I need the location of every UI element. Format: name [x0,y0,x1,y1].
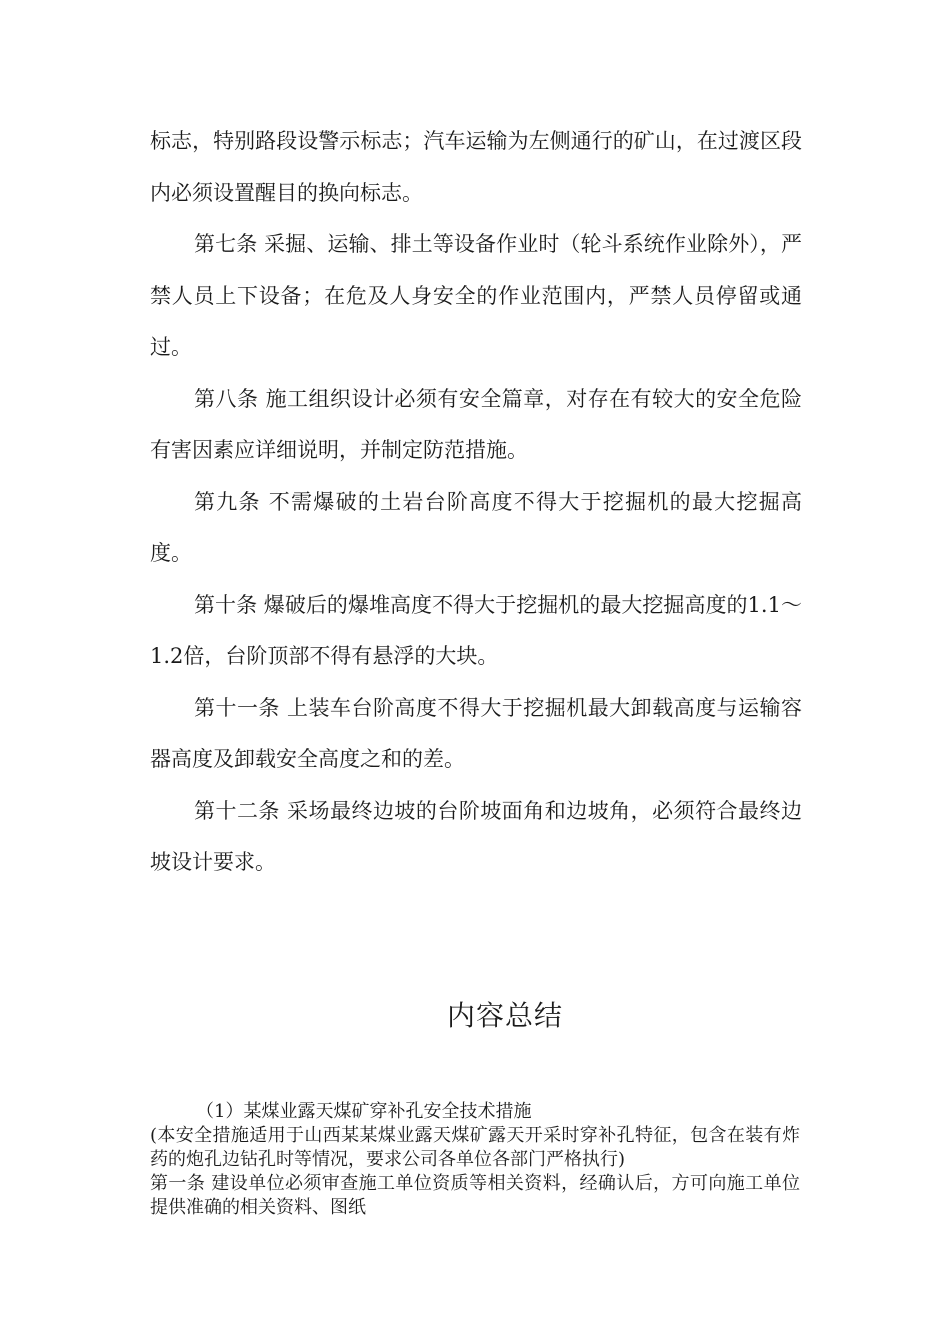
summary-item-title: （1）某煤业露天煤矿穿补孔安全技术措施 [196,1101,532,1122]
summary-heading: 内容总结 [446,999,563,1032]
paragraph-article-10: 第十条 爆破后的爆堆高度不得大于挖掘机的最大挖掘高度的1.1～1.2倍，台阶顶部不得有悬浮的大块。 [150,592,802,668]
paragraph-article-11: 第十一条 上装车台阶高度不得大于挖掘机最大卸载高度与运输容器高度及卸载安全高度之和的差。 [150,695,802,771]
summary-scope: (本安全措施适用于山西某某煤业露天煤矿露天开采时穿补孔特征，包含在装有炸药的炮孔边钻孔时等情况，要求公司各单位各部门严格执行) [150,1125,800,1170]
document-body [150,116,802,889]
paragraph-article-9: 第九条 不需爆破的土岩台阶高度不得大于挖掘机的最大挖掘高度。 [150,489,802,565]
paragraph-article-12: 第十二条 采场最终边坡的台阶坡面角和边坡角，必须符合最终边坡设计要求。 [150,798,802,874]
summary-section [150,1100,800,1220]
summary-article-1: 第一条 建设单位必须审查施工单位资质等相关资料，经确认后，方可向施工单位提供准确的相关资料、图纸 [150,1173,800,1218]
paragraph-continuation: 标志，特别路段设警示标志；汽车运输为左侧通行的矿山，在过渡区段内必须设置醒目的换向标志。 [150,129,802,205]
paragraph-article-8: 第八条 施工组织设计必须有安全篇章，对存在有较大的安全危险有害因素应详细说明，并制定防范措施。 [150,386,802,462]
paragraph-article-7: 第七条 采掘、运输、排土等设备作业时（轮斗系统作业除外），严禁人员上下设备；在危及人身安全的作业范围内，严禁人员停留或通过。 [150,232,802,359]
